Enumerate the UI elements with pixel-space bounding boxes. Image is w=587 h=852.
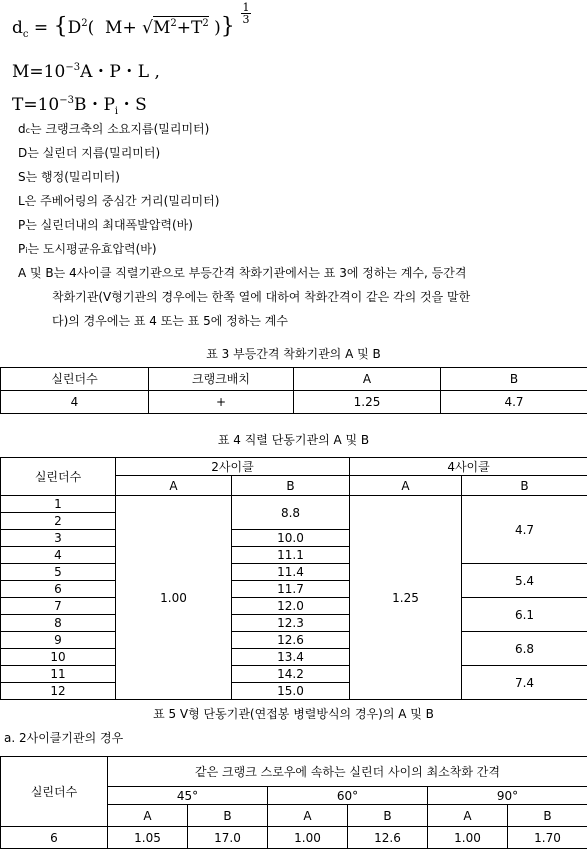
formula-m: $M=10^{-3}A$・P・L , xyxy=(12,62,160,82)
table4-two-b: 11.4 xyxy=(232,564,350,581)
table4-two-b: 15.0 xyxy=(232,683,350,700)
table5 xyxy=(0,756,587,849)
table3-cell: + xyxy=(149,391,294,414)
table3-header-a: A xyxy=(294,368,441,391)
table4-cylinder: 7 xyxy=(1,598,116,615)
def-ab-line3: 다)의 경우에는 표 4 또는 표 5에 정하는 계수 xyxy=(52,314,288,328)
table4-four-b: 6.1 xyxy=(462,598,587,632)
table5-cell: 6 xyxy=(1,827,108,849)
table4-two-b: 14.2 xyxy=(232,666,350,683)
table4-two-b: 12.0 xyxy=(232,598,350,615)
table4-header-b: B xyxy=(462,476,587,496)
radicand: $M^2+T^2$ xyxy=(152,18,209,38)
table4-cylinder: 1 xyxy=(1,496,116,513)
table5-cell: 12.6 xyxy=(348,827,428,849)
table5-cell: 1.05 xyxy=(108,827,188,849)
table4-cylinder: 12 xyxy=(1,683,116,700)
table3-header-cylinders: 실린더수 xyxy=(1,368,149,391)
table4-four-b: 7.4 xyxy=(462,666,587,700)
table4-cylinder: 5 xyxy=(1,564,116,581)
table5-header-b: B xyxy=(508,805,587,827)
def-ab-line1: A 및 B는 4사이클 직렬기관으로 부등간격 착화기관에서는 표 3에 정하는 계수, 등간격 xyxy=(18,266,467,280)
table4-header-two-stroke: 2사이클 xyxy=(116,458,350,476)
table4-cylinder: 8 xyxy=(1,615,116,632)
def-dc: dc는 크랭크축의 소요지름(밀리미터) xyxy=(18,122,210,136)
table4-two-b: 12.6 xyxy=(232,632,350,649)
table5-cell: 1.00 xyxy=(268,827,348,849)
table4 xyxy=(0,457,587,700)
table4-cylinder: 11 xyxy=(1,666,116,683)
table4-cylinder: 9 xyxy=(1,632,116,649)
table4-header-a: A xyxy=(116,476,232,496)
table4-header-cylinders: 실린더수 xyxy=(1,458,116,496)
table5-cell: 1.70 xyxy=(508,827,587,849)
def-s: S는 행정(밀리미터) xyxy=(18,170,120,184)
table4-caption: 표 4 직렬 단동기관의 A 및 B xyxy=(217,433,370,447)
table4-two-b: 8.8 xyxy=(232,496,350,530)
def-p: P는 실린더내의 최대폭발압력(바) xyxy=(18,218,193,232)
formula-dc: $d_c = \{D^2$( $M+ √M^2+T^2$ )} xyxy=(12,14,235,40)
table4-two-b: 10.0 xyxy=(232,530,350,547)
table5-header-group: 같은 크랭크 스로우에 속하는 실린더 사이의 최소착화 간격 xyxy=(108,757,587,787)
sqrt-sign: √ xyxy=(142,18,153,38)
table5-header-cylinders: 실린더수 xyxy=(1,757,108,827)
table5-header-a: A xyxy=(268,805,348,827)
def-l: L은 주베어링의 중심간 거리(밀리미터) xyxy=(18,194,220,208)
table5-header-a: A xyxy=(428,805,508,827)
table4-cylinder: 4 xyxy=(1,547,116,564)
table3-cell: 4 xyxy=(1,391,149,414)
table5-header-angle: 90° xyxy=(428,787,587,805)
table5-cell: 17.0 xyxy=(188,827,268,849)
def-pi: Pi는 도시평균유효압력(바) xyxy=(18,242,157,256)
table4-cylinder: 3 xyxy=(1,530,116,547)
table5-header-a: A xyxy=(108,805,188,827)
table3 xyxy=(0,367,587,414)
exponent-fraction: 1 3 xyxy=(242,1,250,26)
table3-header-b: B xyxy=(441,368,587,391)
table5-cell: 1.00 xyxy=(428,827,508,849)
table3-cell: 4.7 xyxy=(441,391,587,414)
dc-symbol: d xyxy=(12,18,23,38)
table3-header-crank: 크랭크배치 xyxy=(149,368,294,391)
table4-four-a: 1.25 xyxy=(350,496,462,700)
table4-cylinder: 6 xyxy=(1,581,116,598)
table4-two-a: 1.00 xyxy=(116,496,232,700)
table5-header-b: B xyxy=(348,805,428,827)
def-ab-line2: 착화기관(V형기관의 경우에는 한쪽 열에 대하여 착화간격이 같은 각의 것을 말한 xyxy=(52,290,471,304)
table4-four-b: 5.4 xyxy=(462,564,587,598)
table4-header-b: B xyxy=(232,476,350,496)
table4-header-a: A xyxy=(350,476,462,496)
table3-caption: 표 3 부등간격 착화기관의 A 및 B xyxy=(206,347,381,361)
table5-caption: 표 5 V형 단동기관(연접봉 병렬방식의 경우)의 A 및 B xyxy=(153,707,434,721)
table4-two-b: 13.4 xyxy=(232,649,350,666)
table5-header-b: B xyxy=(188,805,268,827)
table4-cylinder: 10 xyxy=(1,649,116,666)
table4-two-b: 11.1 xyxy=(232,547,350,564)
table4-cylinder: 2 xyxy=(1,513,116,530)
table4-four-b: 6.8 xyxy=(462,632,587,666)
table4-four-b: 4.7 xyxy=(462,496,587,564)
formula-t: $T=10^{-3}B$・$P_i$・S xyxy=(12,95,147,117)
table4-two-b: 12.3 xyxy=(232,615,350,632)
table4-two-b: 11.7 xyxy=(232,581,350,598)
table3-cell: 1.25 xyxy=(294,391,441,414)
table5-header-angle: 60° xyxy=(268,787,428,805)
def-d: D는 실린더 지름(밀리미터) xyxy=(18,146,161,160)
table5-subtitle: a. 2사이클기관의 경우 xyxy=(4,731,124,745)
table4-header-four-stroke: 4사이클 xyxy=(350,458,587,476)
table5-header-angle: 45° xyxy=(108,787,268,805)
